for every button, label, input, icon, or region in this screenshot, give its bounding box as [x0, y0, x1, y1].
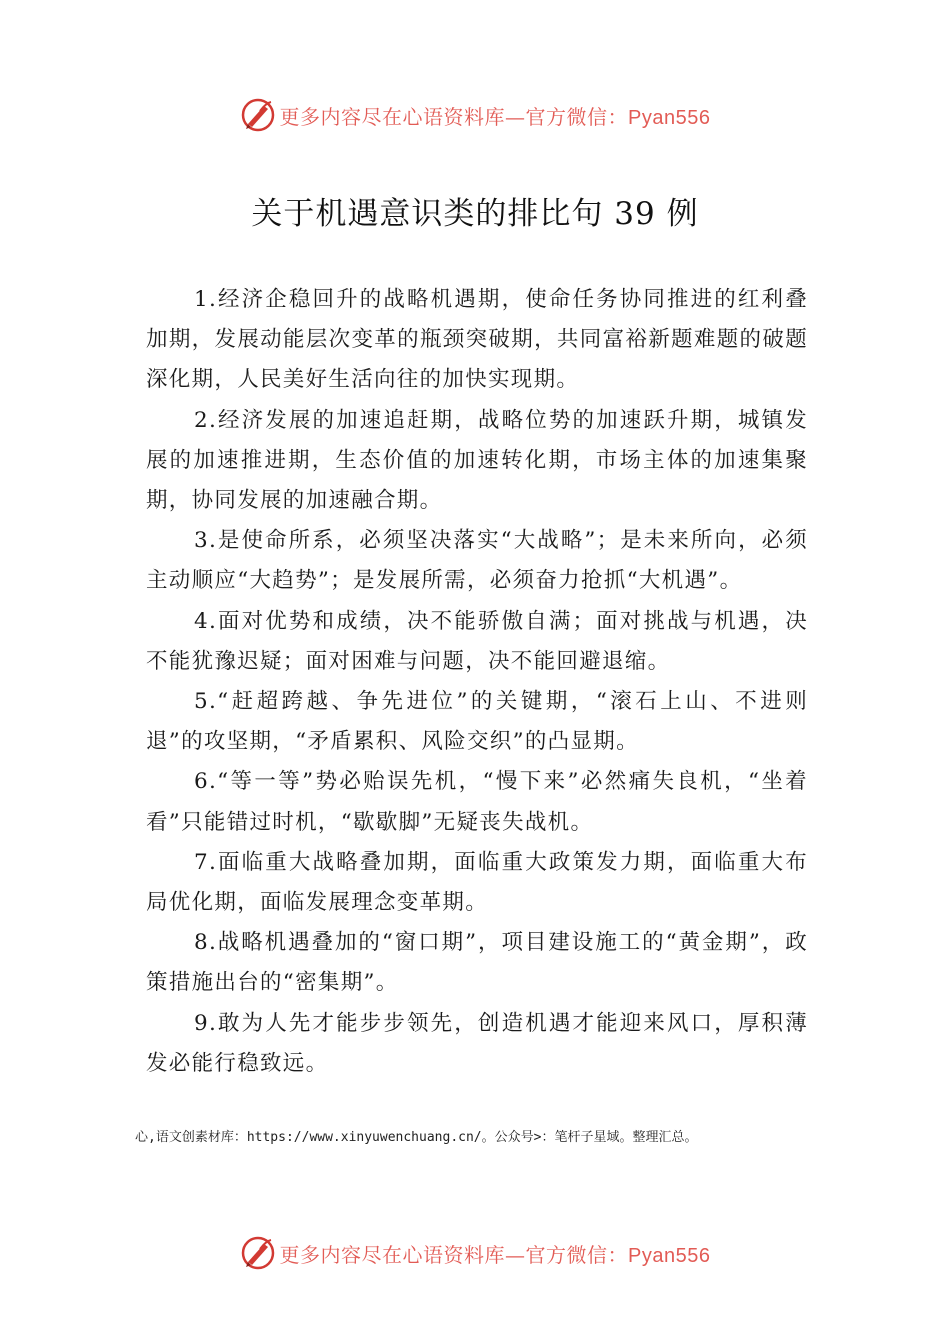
list-item: 2.经济发展的加速追赶期，战略位势的加速跃升期，城镇发展的加速推进期，生态价值的加速转化期，市场主体的加速集聚期，协同发展的加速融合期。 [146, 407, 808, 514]
banner-text-cn: 更多内容尽在心语资料库—官方微信： [279, 104, 629, 129]
list-item: 9.敢为人先才能步步领先，创造机遇才能迎来风口，厚积薄发必能行稳致远。 [146, 1010, 808, 1076]
banner-text [280, 1239, 711, 1268]
list-item: 1.经济企稳回升的战略机遇期，使命任务协同推进的红利叠加期，发展动能层次变革的瓶颈突破期，共同富裕新题难题的破题深化期，人民美好生活向往的加快实现期。 [146, 287, 808, 393]
sentence-list [146, 280, 808, 1084]
pen-logo-icon [240, 97, 276, 133]
banner-wechat-id: Pyan556 [628, 106, 711, 129]
list-item: 3.是使命所系，必须坚决落实“大战略”；是未来所向，必须主动顺应“大趋势”；是发展所需，必须奋力抢抓“大机遇”。 [146, 528, 808, 594]
list-item: 6.“等一等”势必贻误先机，“慢下来”必然痛失良机，“坐着看”只能错过时机，“歇歇脚”无疑丧失战机。 [146, 769, 808, 835]
list-item: 5.“赶超跨越、争先进位”的关键期，“滚石上山、不进则退”的攻坚期，“矛盾累积、风险交织”的凸显期。 [146, 689, 808, 755]
list-item: 4.面对优势和成绩，决不能骄傲自满；面对挑战与机遇，决不能犹豫迟疑；面对困难与问题，决不能回避退缩。 [146, 608, 808, 674]
pen-logo-icon [240, 1235, 276, 1271]
footer-banner [0, 1233, 950, 1273]
list-item: 8.战略机遇叠加的“窗口期”，项目建设施工的“黄金期”，政策措施出台的“密集期”。 [146, 930, 808, 996]
banner-text [280, 101, 711, 130]
source-footnote: 心,语文创素材库：https://www.xinyuwenchuang.cn/。公众号>：笔杆子星域。整理汇总。 [135, 1130, 698, 1145]
page-title: 关于机遇意识类的排比句 39 例 [251, 196, 699, 232]
header-banner [0, 95, 950, 135]
banner-wechat-id: Pyan556 [628, 1244, 711, 1267]
list-item: 7.面临重大战略叠加期，面临重大政策发力期，面临重大布局优化期，面临发展理念变革期。 [146, 849, 808, 916]
banner-text-cn: 更多内容尽在心语资料库—官方微信： [279, 1242, 629, 1267]
